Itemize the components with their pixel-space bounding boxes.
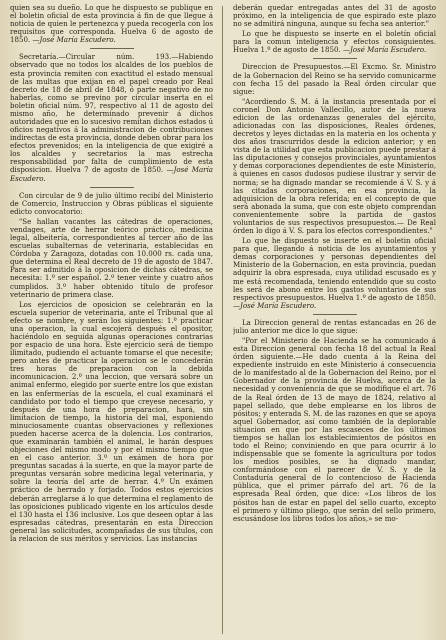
paragraph: "Acordiendo S. M. á la instancia presentada por el coronel Don Antonio Vallecillo, autor de la nueva edicion de las ordenanzas generales del ejército, adicionadas con las disposiciones, Reales órdenes, decretos y leyes dictadas en la materia en los ochenta y dos años trascurridos desde la edicion anterior; y en vista de la utilidad que esta publicacion puede prestar á las diputaciones y consejos provinciales, ayuntamientos y demas corporaciones dependientes de este Ministerio, á quienes en casos dudosos pudiese ilustrar y servir de norma; se ha dignado mandar se recomiende á V. S. y á las citadas corporaciones, en esa provincia, la adquisicion de la obra referida; en el concepto de que será abonada la suma, que con este objeto comprendan convenientemente sobre la partida de gastos voluntarios de sus respectivos presupuestos.— De Real órden lo digo á V. S. para los efectos correspondientes." <box>233 96 436 236</box>
divider <box>313 58 357 59</box>
paragraph: Con circular de 9 de julio último recibí del Ministerio de Comercio, Instruccion y Obras públicas el siguiente edicto convocatorio: <box>10 190 213 216</box>
paragraph <box>10 4 213 44</box>
paragraph: "Se hallan vacantes las cátedras de operaciones, vendages, arte de herrar teórico práctico, medicina legal, albeitería, correspondientes al tercer año de las escuelas subalternas de veterinaria, establecidas en Córdoba y Zaragoza, dotadas con 10.000 rs. cada una, que determina el Real decreto de 19 de agosto de 1847. Para ser admitido á la oposicion de dichas cátedras, se necesita: 1.º ser español. 2.º tener veinte y cuatro años cumplidos. 3.º haber obtenido título de profesor veterinario de primera clase. <box>10 216 213 299</box>
paragraph: La Direccion general de rentas estancadas en 26 de julio anterior me dice lo que sigue: <box>233 317 436 335</box>
paragraph: Los ejercicios de oposicion se celebrarán en la escuela superior de veterinaria, ante el Tribunal que al efecto se nombre, y serán los siguientes: 1.º practicar una operacion, la cual escojerá después el opositor, haciéndolo en seguida algunas operaciones contrarias por espacio de una hora. Este ejercicio será de tiempo ilimitado, pudiendo el actuante tomarse el que necesite; pero antes de practicar la operacion se le concederán tres horas de preparacion con la debida incomunicacion. 2.º una leccion, que versará sobre un animal enfermo, elegido por suerte entre los que existan en las enfermerías de la escuela, el cual examinará el candidato por todo el tiempo que creyese necesario, y después de una hora de preparacion, hará, sin limitacion de tiempo, la historia del mal, esponiendo minuciosamente cuantas observaciones y reflexiones pueden hacerse acerca de la dolencia. Los contrarios, que examinarán también el animal, le harán despues objeciones del mismo modo y por el mismo tiempo que en el caso anterior. 3.º un exámen de hora por preguntas sacadas á la suerte, en que la mayor parte de preguntas versarán sobre medicina legal veterinaria, y sobre la teoría del arte de herrar. 4.º Un exámen práctico de herrado y forjado. Todos estos ejercicios deberán arreglarse á lo que determina el reglamento de las oposiciones publicado vigente en los artículos desde el 130 hasta el 136 inclusive. Los que deseen optar á las espresadas cátedras, presentarán en esta Direccion general las solicitudes, acompañadas de sus títulos, con la relacion de sus méritos y servicios. Las instancias <box>10 299 213 543</box>
paragraph-text: Secretaría.—Circular núm. 193.—Habiendo observado que no todos los alcaldes de los pueblos de esta provincia remiten con exactitud el estado mensual de las multas que exijan en el papel creado por Real decreto de 18 de abril de 1848, ó parte negativo de no haberlas, como se previno por circular inserta en el boletin oficial núm. 97, respectivo al 11 de agosto del mismo año, he determinado prevenir á dichos autoridades que en lo sucesivo remitan dichos estados ú oficios negativos á la administracion de contribuciones indirectas de esta provincia, donde deben obrar para los efectos prevenidos; en la inteligencia de que exigiré a los alcaldes y secretarios la mas estrecha responsabilidad por falta de cumplimiento de esta disposicion. Huelva 7 de agosto de 1850. <box>10 52 213 175</box>
divider <box>90 48 134 49</box>
signature: —José María Escudero. <box>10 165 213 183</box>
paragraph-text: Lo que he dispuesto se inserte en el boletin oficial para que, llegando á noticia de los ayuntamientos y demas corporaciones y personas dependientes del Ministerio de la Gobernacion, en esta provincia, puedan adquirir la obra espresada, cuya utilidad escusado es y me está recomendada, teniendo entendido que su costo les será de abono entre los gastos voluntarios de sus respectivos presupuestos. Huelva 1.º de agosto de 1850. <box>233 236 436 302</box>
paragraph-text: Lo que he dispuesto se inserte en el boletín oficial para la comun inteligencia y efectos consiguientes. Huelva 1.º de agosto de 1850. <box>233 29 436 55</box>
paragraph-text: quien sea su dueño. Lo que he dispuesto se publique en el boletin oficial de esta provincia á fin de que llegue á noticia de quien le pertenezca y pueda recogerla con los requisitos que corresponda. Huelva 6 de agosto de 1850. <box>10 4 213 45</box>
divider <box>90 187 134 188</box>
paragraph <box>233 30 436 54</box>
right-column <box>233 4 436 636</box>
divider <box>313 314 357 315</box>
paragraph: "Por el Ministerio de Hacienda se ha comunicado á esta Direccion general con fecha 18 del actual la Real órden siguiente.—He dado cuenta á la Reina del expediente instruido en este Ministerio á consecuencia de lo manifestado al de la Gobernacion del Reino, por el Gobernador de la provincia de Huelva, acerca de la necesidad y conveniencia de que se modifique el art. 76 de la Real órden de 13 de mayo de 1824, relativo al papel sellado, que debe emplearse en los libros de pósitos; y enterada S. M. de las razones en que se apoya aquel Gobernador, así como también de la deplorable situacion en que por las escaseces de los últimos tiempos se hallan los establecimientos de pósitos en todo el Reino; conviniendo en que para ocurrir á lo indispensable que se fomente la agricultura por todos los medios posibles, se ha dignado mandar, conformándose con el parecer de V. S. y de la Contaduría general de lo contencioso de Hacienda pública, que el primer párrafo del art. 76 de la espresada Real órden, que dice: «Los libros de los pósitos han de estar en papel del sello cuarto, excepto el primero y último pliego, que serán del sello primero, escusándose los libros todos los años,» se mo- <box>233 335 436 523</box>
paragraph <box>10 53 213 182</box>
paragraph <box>233 237 436 310</box>
column-divider <box>222 6 223 634</box>
signature: —José María Escudero. <box>233 300 317 310</box>
paragraph: Direccion de Presupuestos.—El Excmo. Sr. Ministro de la Gobernacion del Reino se ha servido comunicarme con fecha 15 del pasado la Real órden circular que sigue: <box>233 62 436 96</box>
paragraph: deberán quedar entregadas antes del 31 de agosto próximo, en la inteligencia de que espirado este plazo no se admitirá ninguna, aunque su fecha sea anterior." <box>233 4 436 29</box>
signature: —José María Escudero. <box>342 45 427 55</box>
left-column <box>10 4 213 636</box>
signature: —José María Escudero. <box>32 35 116 45</box>
